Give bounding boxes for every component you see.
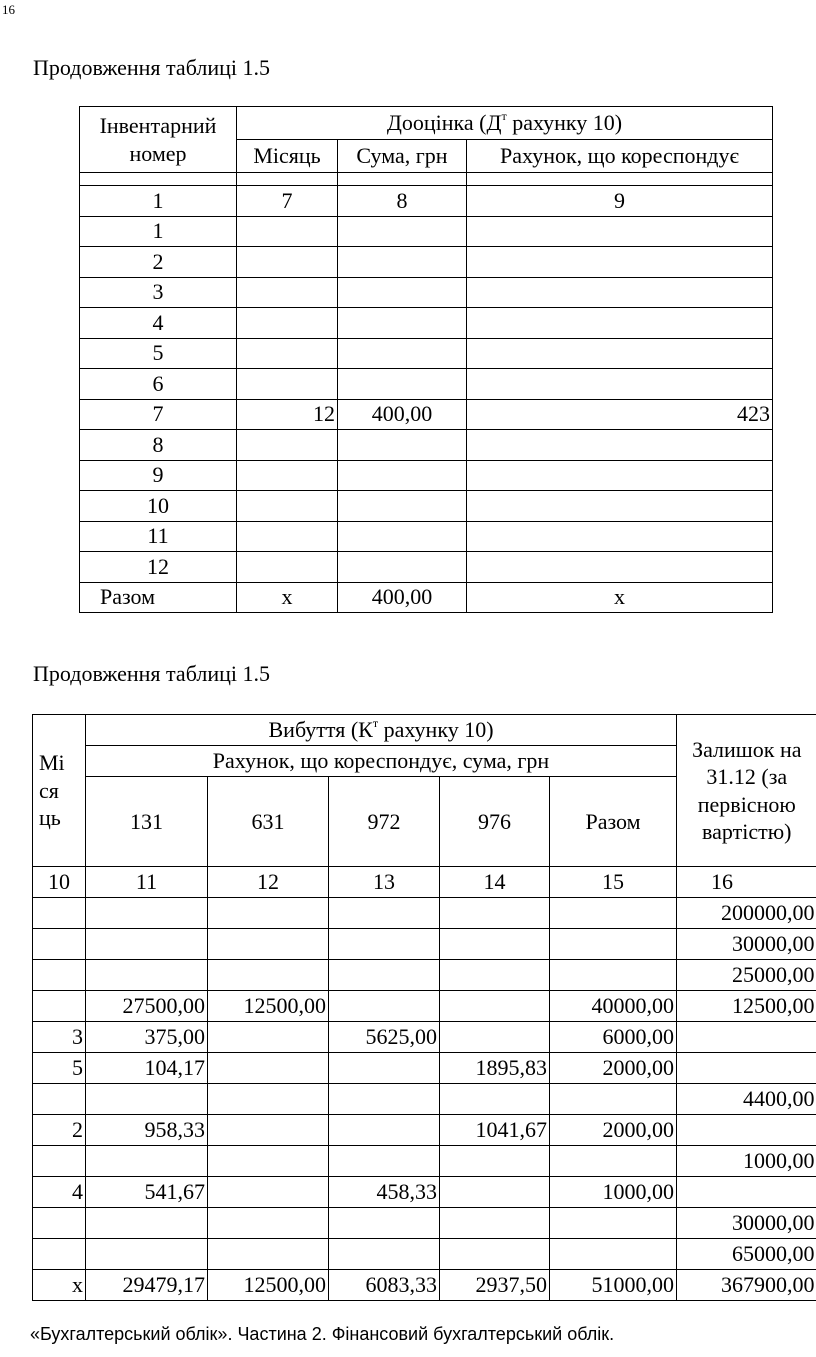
table-cell bbox=[338, 308, 467, 339]
table-cell bbox=[33, 1239, 86, 1270]
table-cell: 65000,00 bbox=[677, 1239, 816, 1270]
table-cell bbox=[440, 898, 550, 929]
table-cell bbox=[208, 960, 329, 991]
header-inventory-number: Інвентарний номер bbox=[80, 107, 237, 173]
table-cell bbox=[33, 960, 86, 991]
table-cell bbox=[440, 960, 550, 991]
table-cell bbox=[329, 898, 440, 929]
table-cell bbox=[677, 1022, 816, 1053]
table-row bbox=[80, 460, 773, 491]
table-cell bbox=[440, 1208, 550, 1239]
table-row bbox=[80, 430, 773, 461]
table-cell: 2937,50 bbox=[440, 1270, 550, 1301]
table-cell bbox=[440, 1177, 550, 1208]
header-balance: Залишок на 31.12 (за первісною вартістю) bbox=[677, 715, 816, 867]
table-row bbox=[80, 338, 773, 369]
table-cell: 9 bbox=[80, 460, 237, 491]
table-cell bbox=[33, 1208, 86, 1239]
table-row bbox=[80, 216, 773, 247]
table-cell bbox=[329, 1239, 440, 1270]
table-cell bbox=[550, 960, 677, 991]
table-cell: 12500,00 bbox=[208, 991, 329, 1022]
table-cell bbox=[440, 1239, 550, 1270]
table-cell bbox=[86, 929, 208, 960]
table-cell bbox=[329, 1053, 440, 1084]
table-cell bbox=[329, 1115, 440, 1146]
table-cell: 2000,00 bbox=[550, 1053, 677, 1084]
table-cell: 375,00 bbox=[86, 1022, 208, 1053]
table-cell: 6083,33 bbox=[329, 1270, 440, 1301]
table-cell bbox=[237, 247, 338, 278]
table-cell bbox=[440, 1084, 550, 1115]
table-cell bbox=[338, 491, 467, 522]
header-month: Місяць bbox=[237, 140, 338, 173]
table-row bbox=[80, 552, 773, 583]
table-cell bbox=[33, 1084, 86, 1115]
revaluation-table bbox=[79, 106, 773, 613]
header-corresponding-account: Рахунок, що кореспондує bbox=[467, 140, 773, 173]
table-cell bbox=[33, 898, 86, 929]
table-cell bbox=[550, 1208, 677, 1239]
table-cell: 1000,00 bbox=[677, 1146, 816, 1177]
table-row bbox=[33, 1084, 816, 1115]
header-account-972: 972 bbox=[329, 777, 440, 867]
table-cell bbox=[237, 521, 338, 552]
table-cell bbox=[467, 552, 773, 583]
table-cell bbox=[86, 1239, 208, 1270]
table-cell bbox=[237, 277, 338, 308]
table-cell bbox=[550, 1239, 677, 1270]
table-cell: 11 bbox=[80, 521, 237, 552]
table-cell bbox=[338, 460, 467, 491]
table-cell bbox=[467, 338, 773, 369]
table-cell bbox=[208, 1115, 329, 1146]
table-cell: 7 bbox=[80, 399, 237, 430]
table-cell bbox=[33, 1146, 86, 1177]
table-row bbox=[33, 960, 816, 991]
table-cell bbox=[86, 1208, 208, 1239]
total-row: Разом х 400,00 х bbox=[80, 582, 773, 613]
table-cell: 40000,00 bbox=[550, 991, 677, 1022]
header-account-131: 131 bbox=[86, 777, 208, 867]
table-cell: 3 bbox=[80, 277, 237, 308]
table-row bbox=[33, 1239, 816, 1270]
table-caption: Продовження таблиці 1.5 bbox=[33, 661, 270, 686]
table-row bbox=[80, 308, 773, 339]
table-cell bbox=[338, 247, 467, 278]
table-cell bbox=[86, 1146, 208, 1177]
table-cell bbox=[329, 960, 440, 991]
table-cell bbox=[677, 1053, 816, 1084]
table-cell: 27500,00 bbox=[86, 991, 208, 1022]
table-cell bbox=[86, 898, 208, 929]
table-cell bbox=[86, 1084, 208, 1115]
table-row bbox=[33, 1208, 816, 1239]
table-cell bbox=[467, 277, 773, 308]
table-cell bbox=[338, 338, 467, 369]
header-revaluation: Дооцінка ($Д^т$ рахунку 10) bbox=[237, 107, 773, 140]
table-row bbox=[33, 1115, 816, 1146]
table-cell: 423 bbox=[467, 399, 773, 430]
table-cell bbox=[467, 460, 773, 491]
table-cell: 30000,00 bbox=[677, 1208, 816, 1239]
page-footer: «Бухгалтерський облік». Частина 2. Фінансовий бухгалтерський облік. bbox=[30, 1324, 615, 1344]
table-cell: 5 bbox=[33, 1053, 86, 1084]
table-row bbox=[80, 399, 773, 430]
table-row bbox=[33, 929, 816, 960]
table-cell bbox=[208, 1022, 329, 1053]
table-cell bbox=[467, 491, 773, 522]
table-cell bbox=[467, 308, 773, 339]
table-cell bbox=[338, 216, 467, 247]
table-cell bbox=[208, 1208, 329, 1239]
table-cell: 12500,00 bbox=[677, 991, 816, 1022]
table-cell: 1041,67 bbox=[440, 1115, 550, 1146]
table-cell bbox=[467, 369, 773, 400]
table-cell bbox=[208, 929, 329, 960]
header-total: Разом bbox=[550, 777, 677, 867]
header-sum: Сума, грн bbox=[338, 140, 467, 173]
table-cell bbox=[338, 277, 467, 308]
table-cell bbox=[237, 460, 338, 491]
table-cell: 2 bbox=[80, 247, 237, 278]
table-row bbox=[80, 491, 773, 522]
table-row bbox=[33, 1022, 816, 1053]
table-cell bbox=[467, 216, 773, 247]
header-account-976: 976 bbox=[440, 777, 550, 867]
table-row bbox=[80, 521, 773, 552]
table-cell bbox=[237, 491, 338, 522]
table-cell: 4400,00 bbox=[677, 1084, 816, 1115]
table-cell: 200000,00 bbox=[677, 898, 816, 929]
table-row bbox=[33, 1177, 816, 1208]
table-cell bbox=[329, 929, 440, 960]
table-cell bbox=[550, 929, 677, 960]
table-row bbox=[33, 1053, 816, 1084]
table-cell bbox=[208, 1146, 329, 1177]
table-cell bbox=[550, 898, 677, 929]
table-cell: 6 bbox=[80, 369, 237, 400]
table-cell: 10 bbox=[80, 491, 237, 522]
table-cell bbox=[467, 247, 773, 278]
page-number: 16 bbox=[2, 2, 15, 17]
table-cell: 51000,00 bbox=[550, 1270, 677, 1301]
table-cell: 4 bbox=[33, 1177, 86, 1208]
table-cell bbox=[677, 1115, 816, 1146]
table-cell: 958,33 bbox=[86, 1115, 208, 1146]
table-cell: 6000,00 bbox=[550, 1022, 677, 1053]
table-cell bbox=[338, 521, 467, 552]
table-cell: 104,17 bbox=[86, 1053, 208, 1084]
table-cell: 458,33 bbox=[329, 1177, 440, 1208]
table-cell bbox=[467, 430, 773, 461]
table-cell bbox=[329, 1146, 440, 1177]
table-cell: 3 bbox=[33, 1022, 86, 1053]
table-cell bbox=[33, 991, 86, 1022]
table-cell bbox=[440, 991, 550, 1022]
header-corresponding-account-sum: Рахунок, що кореспондує, сума, грн bbox=[86, 746, 677, 777]
table-cell bbox=[208, 1239, 329, 1270]
table-cell: 541,67 bbox=[86, 1177, 208, 1208]
table-cell: 5625,00 bbox=[329, 1022, 440, 1053]
table-cell bbox=[329, 991, 440, 1022]
table-cell bbox=[677, 1177, 816, 1208]
table-cell bbox=[33, 929, 86, 960]
header-disposal: Вибуття ($К^т$ рахунку 10) bbox=[86, 715, 677, 746]
table-cell bbox=[208, 1177, 329, 1208]
table-row bbox=[33, 1270, 816, 1301]
table-cell: 12 bbox=[237, 399, 338, 430]
table-row bbox=[80, 247, 773, 278]
column-numbering-row: 10 11 12 13 14 15 16 bbox=[33, 867, 816, 898]
table-cell bbox=[550, 1084, 677, 1115]
table-cell bbox=[440, 1022, 550, 1053]
disposal-table bbox=[32, 714, 816, 1301]
table-cell bbox=[338, 430, 467, 461]
table-cell bbox=[237, 308, 338, 339]
table-cell: 25000,00 bbox=[677, 960, 816, 991]
table-cell bbox=[440, 1146, 550, 1177]
table-cell bbox=[208, 898, 329, 929]
table-cell bbox=[208, 1053, 329, 1084]
table-cell: 367900,00 bbox=[677, 1270, 816, 1301]
table-row bbox=[80, 369, 773, 400]
table-cell: 8 bbox=[80, 430, 237, 461]
table-cell bbox=[237, 338, 338, 369]
table-cell: 1 bbox=[80, 216, 237, 247]
header-account-631: 631 bbox=[208, 777, 329, 867]
table-cell bbox=[237, 369, 338, 400]
table-cell: 400,00 bbox=[338, 399, 467, 430]
column-numbering-row: 1 7 8 9 bbox=[80, 186, 773, 217]
table-cell bbox=[237, 430, 338, 461]
table-cell: 2 bbox=[33, 1115, 86, 1146]
table-cell bbox=[467, 521, 773, 552]
table-row bbox=[33, 991, 816, 1022]
table-cell bbox=[208, 1084, 329, 1115]
table-cell bbox=[329, 1084, 440, 1115]
table-cell bbox=[338, 369, 467, 400]
table-row bbox=[80, 277, 773, 308]
table-cell: 1895,83 bbox=[440, 1053, 550, 1084]
header-month: Мі ся ць bbox=[33, 715, 86, 867]
table-cell: 5 bbox=[80, 338, 237, 369]
table-row bbox=[33, 1146, 816, 1177]
table-caption: Продовження таблиці 1.5 bbox=[33, 55, 270, 80]
table-cell: 12500,00 bbox=[208, 1270, 329, 1301]
table-cell bbox=[338, 552, 467, 583]
table-cell: х bbox=[33, 1270, 86, 1301]
table-cell bbox=[550, 1146, 677, 1177]
table-cell bbox=[237, 552, 338, 583]
table-cell bbox=[86, 960, 208, 991]
table-cell bbox=[329, 1208, 440, 1239]
table-cell: 4 bbox=[80, 308, 237, 339]
table-cell: 29479,17 bbox=[86, 1270, 208, 1301]
table-cell: 12 bbox=[80, 552, 237, 583]
table-row bbox=[33, 898, 816, 929]
table-cell: 2000,00 bbox=[550, 1115, 677, 1146]
table-cell bbox=[237, 216, 338, 247]
table-cell: 1000,00 bbox=[550, 1177, 677, 1208]
table-cell: 30000,00 bbox=[677, 929, 816, 960]
table-cell bbox=[440, 929, 550, 960]
